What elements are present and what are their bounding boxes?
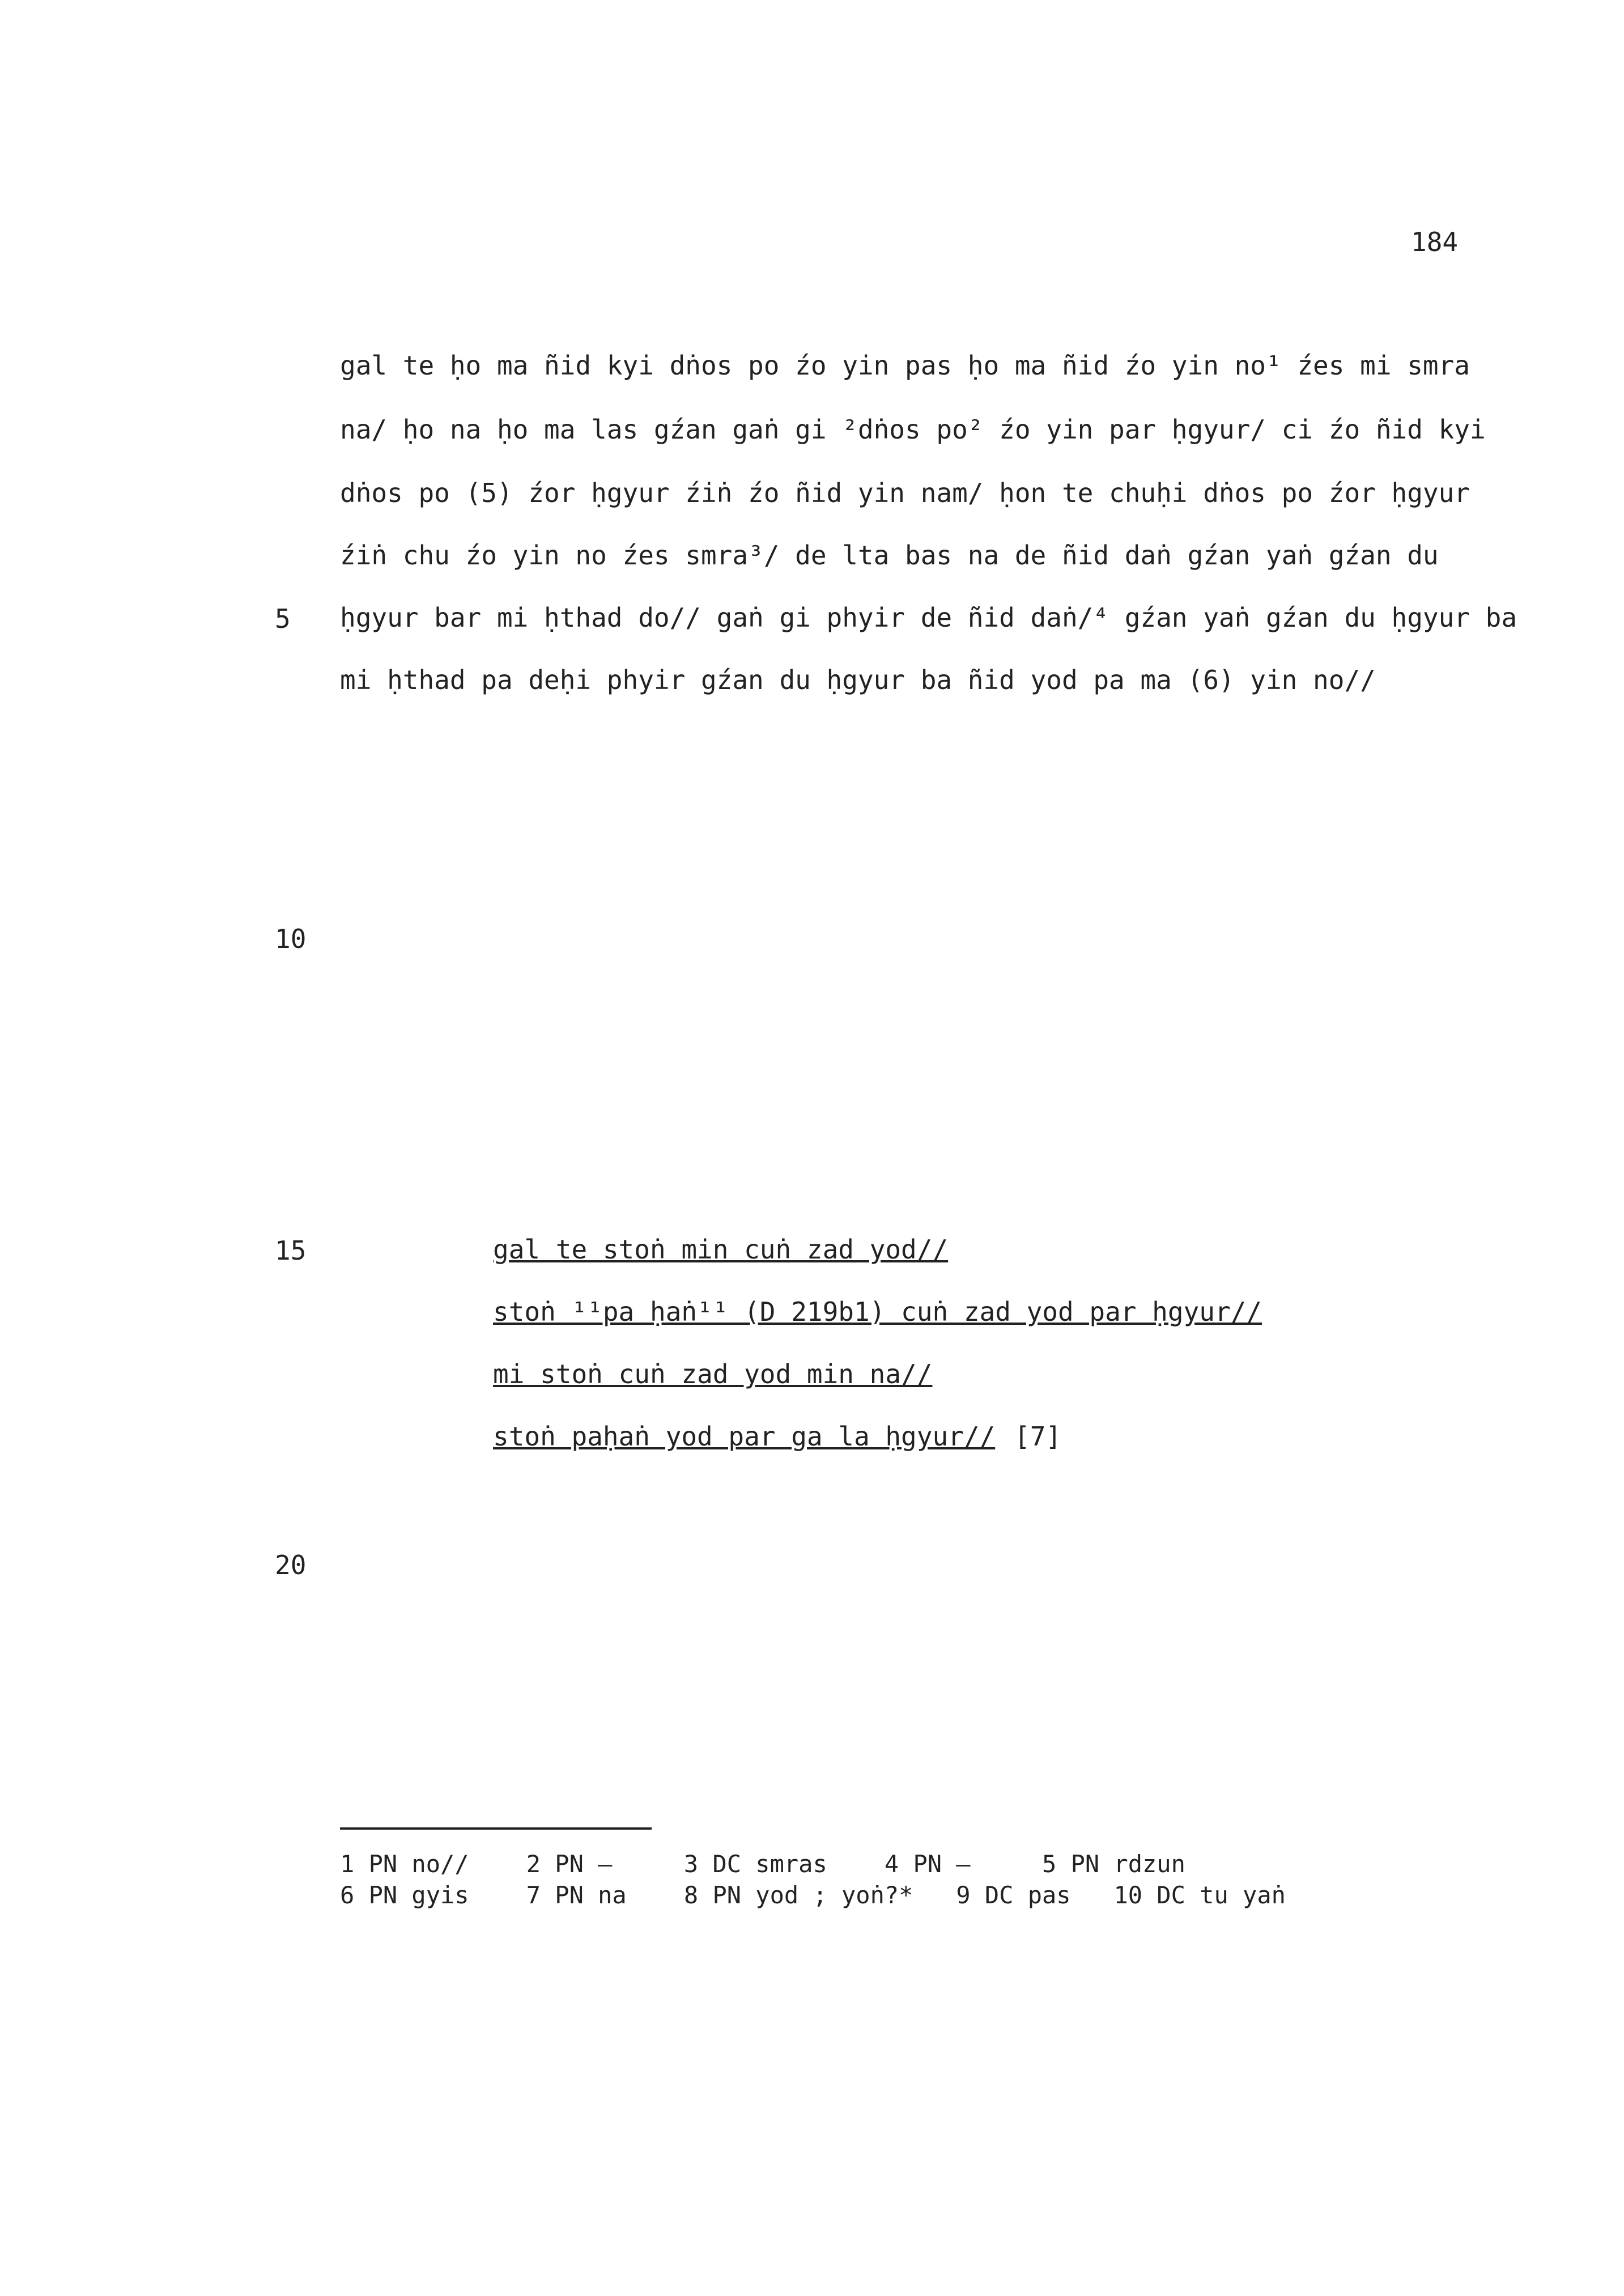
- text-line: dṅos po (5) źor ḥgyur źiṅ źo ñid yin nam/ ḥon te chuḥi dṅos po źor ḥgyur: [340, 478, 1470, 508]
- text-line: źiṅ chu źo yin no źes smra³/ de lta bas na de ñid daṅ gźan yaṅ gźan du: [340, 540, 1439, 571]
- verse-line: stoṅ ¹¹pa ḥaṅ¹¹ (D 219b1) cuṅ zad yod par ḥgyur//: [493, 1296, 1262, 1327]
- text-line: gal te ḥo ma ñid kyi dṅos po źo yin pas ḥo ma ñid źo yin no¹ źes mi smra: [340, 350, 1470, 381]
- line-number: 20: [275, 1550, 307, 1580]
- verse-line: gal te stoṅ min cuṅ zad yod//: [493, 1234, 949, 1265]
- verse-line: mi stoṅ cuṅ zad yod min na//: [493, 1359, 933, 1389]
- line-number: 15: [275, 1235, 307, 1266]
- footnote-line: 1 PN no// 2 PN — 3 DC smras 4 PN — 5 PN rdzun: [340, 1850, 1185, 1878]
- footnote-rule: [340, 1827, 652, 1830]
- verse-line: stoṅ paḥaṅ yod par ga la ḥgyur//: [493, 1421, 996, 1452]
- footnote-line: 6 PN gyis 7 PN na 8 PN yod ; yoṅ?* 9 DC pas 10 DC tu yaṅ: [340, 1881, 1286, 1909]
- verse-number: [7]: [1014, 1421, 1062, 1452]
- text-line: na/ ḥo na ḥo ma las gźan gaṅ gi ²dṅos po² źo yin par ḥgyur/ ci źo ñid kyi: [340, 414, 1486, 445]
- page-number: 184: [1411, 227, 1459, 257]
- text-line: ḥgyur bar mi ḥthad do// gaṅ gi phyir de ñid daṅ/⁴ gźan yaṅ gźan du ḥgyur ba: [340, 602, 1517, 633]
- text-line: mi ḥthad pa deḥi phyir gźan du ḥgyur ba ñid yod pa ma (6) yin no//: [340, 665, 1376, 695]
- line-number: 5: [275, 603, 291, 634]
- line-number: 10: [275, 924, 307, 954]
